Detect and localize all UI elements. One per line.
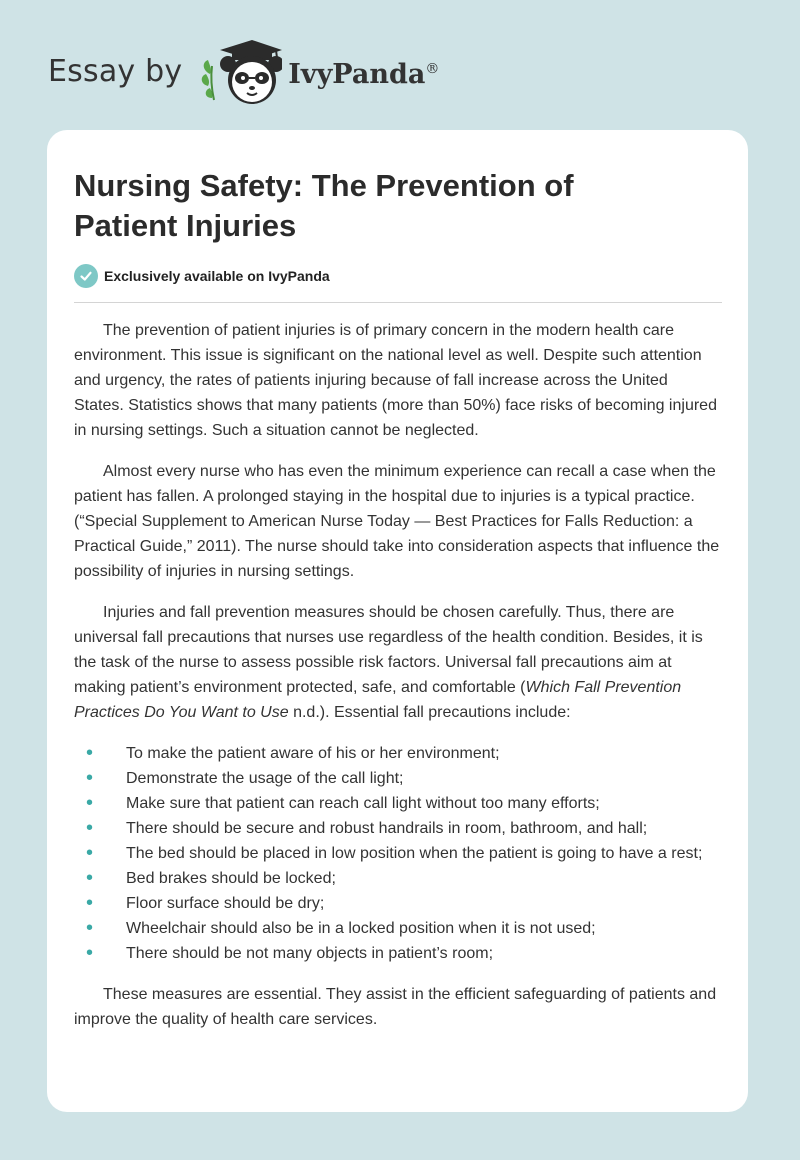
list-item: • There should be secure and robust handrails in room, bathroom, and hall; <box>74 816 722 841</box>
check-icon <box>74 264 98 288</box>
essay-by-label: Essay by <box>48 53 183 89</box>
paragraph: The prevention of patient injuries is of primary concern in the modern health care environment. This issue is significant on the national level as well. Despite such attention and urgency, the rates of patients injuring because of fall increase across the United States. Statistics shows that many patients (more than 50%) face risks of becoming injured in nursing settings. Such a situation cannot be neglected. <box>74 322 717 439</box>
list-item: • To make the patient aware of his or her environment; <box>74 741 722 766</box>
badge-label: Exclusively available on IvyPanda <box>104 268 330 284</box>
list-item: • There should be not many objects in patient’s room; <box>74 941 722 966</box>
list-item: • The bed should be placed in low position when the patient is going to have a rest; <box>74 841 722 866</box>
brand-name: IvyPanda® <box>288 58 440 90</box>
exclusive-badge <box>74 264 330 288</box>
paragraph: Injuries and fall prevention measures should be chosen carefully. Thus, there are universal fall precautions that nurses use regardless of the health condition. Besides, it is the task of the nurse to assess possible risk factors. Universal fall precautions aim at making patient’s environment protected, safe, and comfortable (Which Fall Prevention Practices Do You Want to Use n.d.). Essential fall precautions include: <box>74 604 703 721</box>
list-item: • Wheelchair should also be in a locked position when it is not used; <box>74 916 722 941</box>
page-title: Nursing Safety: The Prevention of Patient Injuries <box>74 168 574 243</box>
panda-icon <box>198 36 282 106</box>
citation-title: Which Fall Prevention Practices Do You Want to Use <box>74 679 682 721</box>
paragraph: These measures are essential. They assist in the efficient safeguarding of patients and improve the quality of health care services. <box>74 986 717 1028</box>
header <box>48 36 439 106</box>
essay-body <box>74 318 722 1048</box>
list-item: • Make sure that patient can reach call light without too many efforts; <box>74 791 722 816</box>
paragraph: Almost every nurse who has even the minimum experience can recall a case when the patient has fallen. A prolonged staying in the hospital due to injuries is a typical practice. (“Special Supplement to American Nurse Today — Best Practices for Falls Reduction: a Practical Guide,” 2011). The nurse should take into consideration aspects that influence the possibility of injuries in nursing settings. <box>74 463 720 580</box>
divider <box>74 302 722 303</box>
essay-card <box>47 130 748 1112</box>
list-item: • Bed brakes should be locked; <box>74 866 722 891</box>
precautions-list <box>74 741 722 966</box>
ivypanda-logo[interactable] <box>198 36 439 106</box>
list-item: • Demonstrate the usage of the call light; <box>74 766 722 791</box>
list-item: • Floor surface should be dry; <box>74 891 722 916</box>
